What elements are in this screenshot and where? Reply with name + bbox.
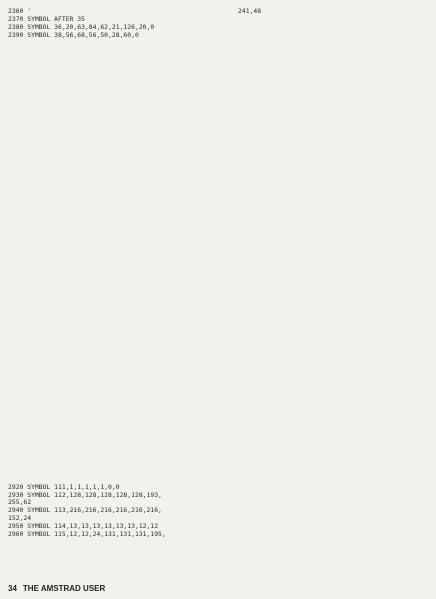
code-line <box>238 365 436 374</box>
code-line <box>238 374 436 383</box>
code-line <box>238 309 436 318</box>
code-line <box>238 346 436 355</box>
code-line <box>238 243 436 252</box>
code-line <box>238 402 436 411</box>
column-gap <box>8 466 238 484</box>
code-line <box>8 332 238 340</box>
code-line <box>8 213 238 221</box>
page-footer <box>8 584 105 593</box>
code-line <box>238 515 436 524</box>
code-line <box>8 205 238 213</box>
code-line <box>8 87 238 95</box>
code-line <box>238 506 436 515</box>
code-line <box>238 139 436 148</box>
code-line <box>8 458 238 466</box>
code-line <box>8 103 238 111</box>
code-line <box>8 71 238 79</box>
code-line <box>8 55 238 63</box>
code-line <box>238 280 436 289</box>
code-line <box>238 496 436 505</box>
code-line <box>8 403 238 411</box>
code-line: 2950 SYMBOL 114,13,13,13,13,13,13,12,12 <box>8 523 159 531</box>
code-line <box>238 355 436 364</box>
code-line <box>8 118 238 126</box>
listing-right-column <box>238 8 436 524</box>
code-line <box>238 440 436 449</box>
code-line <box>238 74 436 83</box>
code-line <box>238 121 436 130</box>
code-line <box>238 337 436 346</box>
code-line <box>8 284 238 292</box>
code-line <box>238 421 436 430</box>
code-line: 2920 SYMBOL 111,1,1,1,1,1,0,0 <box>8 483 120 491</box>
page-number: 34 <box>8 584 17 593</box>
code-line <box>8 395 238 403</box>
code-line <box>238 177 436 186</box>
code-line <box>8 189 238 197</box>
code-line <box>238 224 436 233</box>
code-line <box>8 245 238 253</box>
code-line <box>8 158 238 166</box>
code-line: 2930 SYMBOL 112,128,128,128,128,128,193, <box>8 491 162 499</box>
code-line <box>238 17 436 26</box>
code-line <box>238 168 436 177</box>
code-line <box>8 253 238 261</box>
code-line <box>238 271 436 280</box>
code-line <box>238 299 436 308</box>
code-line <box>8 63 238 71</box>
code-line <box>238 262 436 271</box>
code-line <box>8 229 238 237</box>
code-line <box>8 347 238 355</box>
code-line <box>238 55 436 64</box>
code-line <box>8 450 238 458</box>
code-line <box>238 46 436 55</box>
code-line <box>238 393 436 402</box>
code-line <box>238 111 436 120</box>
code-line: 2380 SYMBOL 36,20,63,84,62,21,126,20,0 <box>8 23 155 31</box>
code-line <box>8 221 238 229</box>
code-line <box>238 130 436 139</box>
code-line <box>8 237 238 245</box>
code-line <box>8 276 238 284</box>
code-line <box>238 196 436 205</box>
code-line <box>238 468 436 477</box>
code-line <box>238 487 436 496</box>
code-line <box>8 324 238 332</box>
code-line <box>238 158 436 167</box>
code-line <box>238 431 436 440</box>
code-line <box>238 27 436 36</box>
code-line <box>8 292 238 300</box>
code-line <box>238 459 436 468</box>
code-line <box>238 449 436 458</box>
code-line <box>8 379 238 387</box>
code-line <box>238 215 436 224</box>
code-line: 241,48 <box>238 8 262 15</box>
code-line <box>238 412 436 421</box>
code-line: 152,24 <box>8 515 32 523</box>
code-line <box>8 308 238 316</box>
code-line <box>8 134 238 142</box>
code-line <box>8 47 238 55</box>
code-line <box>238 318 436 327</box>
code-line <box>238 83 436 92</box>
code-line <box>8 95 238 103</box>
code-line <box>8 174 238 182</box>
code-line <box>8 426 238 434</box>
code-line <box>8 300 238 308</box>
code-line <box>238 290 436 299</box>
code-line <box>8 111 238 119</box>
code-line <box>8 371 238 379</box>
listing-left-column <box>8 8 238 539</box>
code-line <box>238 327 436 336</box>
code-line <box>238 186 436 195</box>
code-line <box>8 418 238 426</box>
code-line <box>8 387 238 395</box>
code-line <box>238 205 436 214</box>
code-line <box>238 478 436 487</box>
code-line <box>8 363 238 371</box>
code-line <box>8 166 238 174</box>
code-line <box>8 434 238 442</box>
code-line <box>8 355 238 363</box>
code-line: 2370 SYMBOL AFTER 35 <box>8 15 85 23</box>
code-line <box>8 150 238 158</box>
code-line <box>238 102 436 111</box>
code-line <box>238 93 436 102</box>
code-line <box>8 268 238 276</box>
code-line: 255,62 <box>8 499 32 507</box>
code-line <box>238 384 436 393</box>
code-line: 2940 SYMBOL 113,216,216,216,216,216,216, <box>8 507 162 515</box>
code-line <box>238 252 436 261</box>
code-line <box>8 316 238 324</box>
code-line <box>8 197 238 205</box>
code-line <box>8 79 238 87</box>
code-line <box>8 442 238 450</box>
magazine-title: THE AMSTRAD USER <box>22 584 106 593</box>
code-line <box>238 36 436 45</box>
code-line <box>238 149 436 158</box>
code-line <box>238 64 436 73</box>
code-line <box>8 410 238 418</box>
code-line: 2960 SYMBOL 115,12,12,24,131,131,131,195, <box>8 531 166 538</box>
code-line <box>8 40 238 48</box>
code-line <box>8 339 238 347</box>
code-line: 2360 ' <box>8 8 32 15</box>
code-line: 2390 SYMBOL 38,56,68,56,50,28,60,0 <box>8 31 139 39</box>
code-line <box>8 142 238 150</box>
code-line <box>8 182 238 190</box>
code-line <box>8 126 238 134</box>
code-line <box>238 233 436 242</box>
code-line <box>8 261 238 269</box>
